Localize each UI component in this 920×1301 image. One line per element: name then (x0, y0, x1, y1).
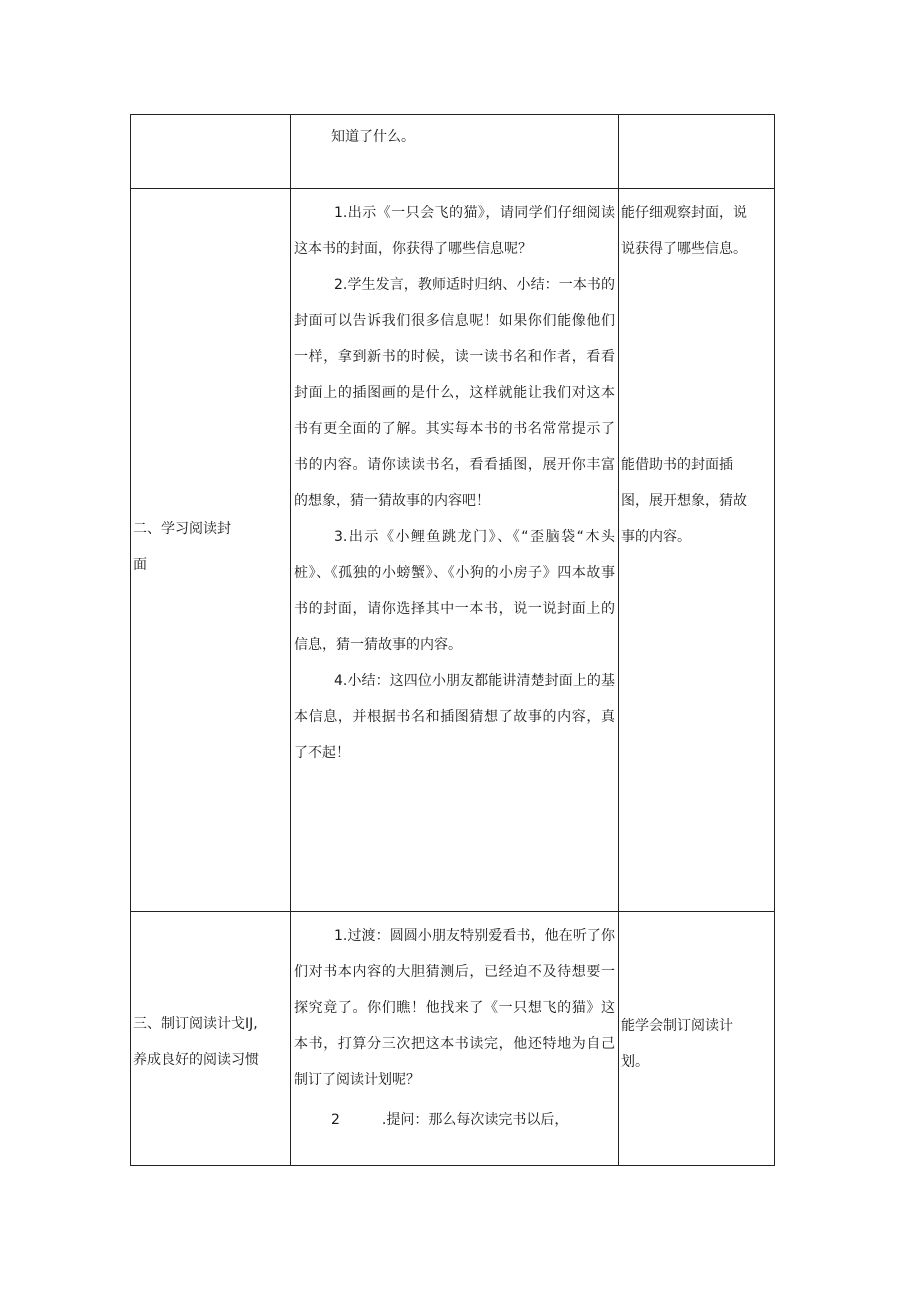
table-row (131, 912, 775, 1166)
goal-cell (619, 912, 775, 1166)
goal-text: 能借助书的封面插 图，展开想象，猜故 事的内容。 (621, 457, 747, 545)
section-cell (131, 189, 291, 912)
activity-paragraph: 知道了什么。 (331, 129, 415, 145)
section-label: 三、制订阅读计戈IJ, 养成良好的阅读习惯 (133, 1016, 259, 1068)
activity-paragraph: 1.出示《一只会飞的猫》，请同学们仔细阅读这本书的封面，你获得了哪些信息呢？ (294, 205, 615, 257)
goal-text: 能仔细观察封面，说 说获得了哪些信息。 (621, 205, 747, 257)
goal-text: 能学会制订阅读计 划。 (621, 1018, 733, 1070)
activity-paragraph: 4.小结：这四位小朋友都能讲清楚封面上的基本信息，并根据书名和插图猜想了故事的内容，真了不起！ (294, 673, 615, 761)
table-row (131, 189, 775, 912)
activity-paragraph: 3.出示《小鲤鱼跳龙门》、《“歪脑袋“木头桩》、《孤独的小螃蟹》、《小狗的小房子》四本故事书的封面，请你选择其中一本书，说一说封面上的信息，猜一猜故事的内容。 (294, 529, 615, 653)
item-text: .提问：那么每次读完书以后， (381, 1112, 569, 1128)
lesson-plan-table (130, 114, 775, 1166)
section-cell (131, 115, 291, 189)
goal-cell (619, 115, 775, 189)
table-row (131, 115, 775, 189)
activity-paragraph: 1.过渡：圆圆小朋友特别爱看书，他在听了你们对书本内容的大胆猜测后，已经迫不及待想要一探究竟了。你们瞧！他找来了《一只想飞的猫》这本书，打算分三次把这本书读完，他还特地为自己制订了阅读计划呢？ (294, 928, 615, 1088)
activity-paragraph (294, 1102, 615, 1138)
item-number: 2 (331, 1112, 340, 1128)
section-label: 二、学习阅读封 面 (133, 521, 231, 573)
section-cell (131, 912, 291, 1166)
activity-cell (291, 912, 619, 1166)
activity-cell (291, 115, 619, 189)
activity-cell (291, 189, 619, 912)
activity-paragraph: 2.学生发言，教师适时归纳、小结：一本书的封面可以告诉我们很多信息呢！如果你们能像他们一样，拿到新书的时候，读一读书名和作者，看看封面上的插图画的是什么，这样就能让我们对这本书有更全面的了解。其实每本书的书名常常提示了书的内容。请你读读书名，看看插图，展开你丰富的想象，猜一猜故事的内容吧！ (294, 277, 615, 509)
goal-cell (619, 189, 775, 912)
